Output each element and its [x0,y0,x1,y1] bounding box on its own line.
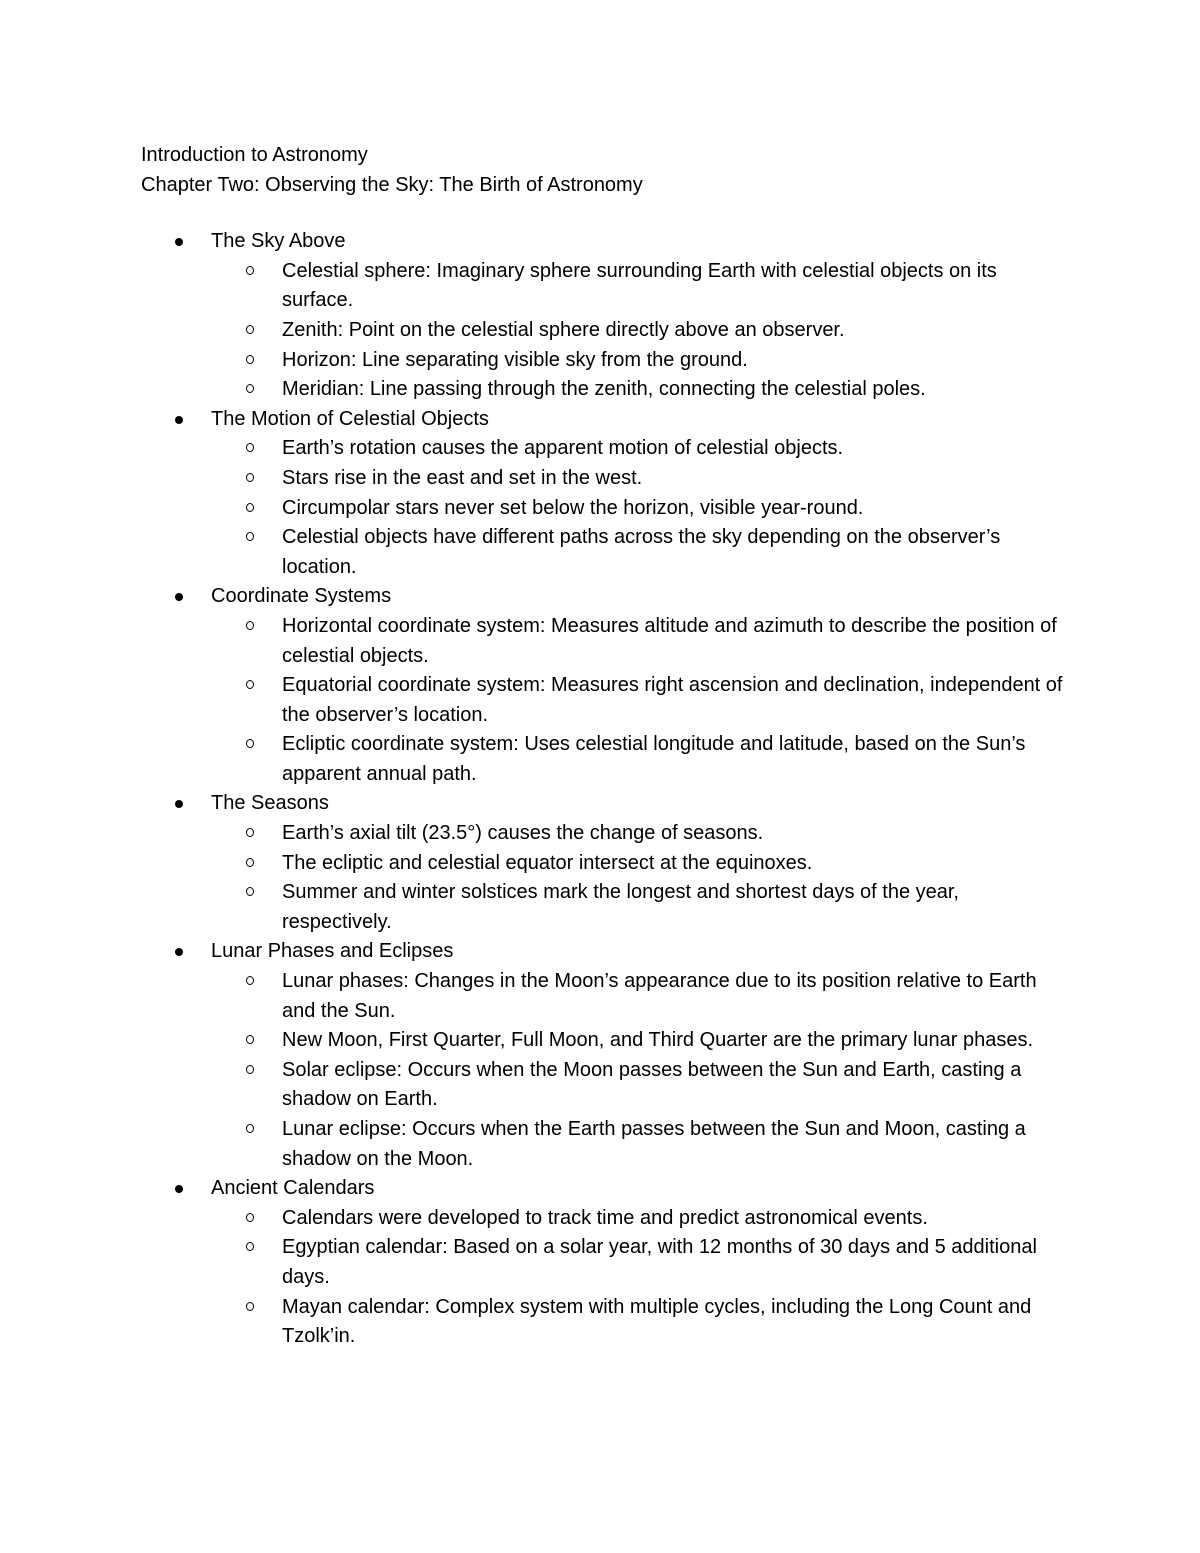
section-title: The Seasons [211,792,329,815]
section-title: The Sky Above [211,230,346,253]
list-item [141,346,1061,376]
point-text: Equatorial coordinate system: Measures right ascension and declination, independent of the observer’s location. [282,674,1063,726]
list-item [141,967,1061,1026]
section-item [141,1174,1061,1352]
list-item [141,434,1061,464]
point-text: Summer and winter solstices mark the longest and shortest days of the year, respectively. [282,881,959,933]
point-text: Egyptian calendar: Based on a solar year, with 12 months of 30 days and 5 additional days. [282,1236,1037,1288]
section-list [141,227,1061,1352]
section-title: The Motion of Celestial Objects [211,407,489,430]
hollow-bullet-icon [246,503,254,512]
point-list [211,1204,1061,1352]
point-text: Earth’s rotation causes the apparent motion of celestial objects. [282,437,844,460]
hollow-bullet-icon [246,325,254,334]
list-item [141,375,1061,405]
hollow-bullet-icon [246,473,254,482]
hollow-bullet-icon [246,1302,254,1311]
filled-bullet-icon [175,416,183,424]
hollow-bullet-icon [246,858,254,867]
document-title: Introduction to Astronomy [141,144,368,166]
spacer [141,200,1061,227]
point-list [211,434,1061,582]
list-item [141,523,1061,582]
point-text: Earth’s axial tilt (23.5°) causes the change of seasons. [282,822,764,845]
section-item [141,789,1061,937]
point-list [211,819,1061,937]
document-content [141,141,1061,1352]
list-item [141,1026,1061,1056]
list-item [141,1115,1061,1174]
list-item [141,878,1061,937]
list-item [141,671,1061,730]
hollow-bullet-icon [246,355,254,364]
section-title: Ancient Calendars [211,1177,375,1200]
hollow-bullet-icon [246,1124,254,1133]
list-item [141,1204,1061,1234]
list-item [141,849,1061,879]
point-text: Stars rise in the east and set in the west. [282,466,643,489]
section-item [141,227,1061,405]
filled-bullet-icon [175,1185,183,1193]
hollow-bullet-icon [246,828,254,837]
hollow-bullet-icon [246,1065,254,1074]
list-item [141,257,1061,316]
list-item [141,316,1061,346]
list-item [141,464,1061,494]
hollow-bullet-icon [246,266,254,275]
point-text: Zenith: Point on the celestial sphere directly above an observer. [282,318,845,341]
list-item [141,819,1061,849]
hollow-bullet-icon [246,976,254,985]
point-text: Horizontal coordinate system: Measures altitude and azimuth to describe the position of celestial objects. [282,614,1057,667]
hollow-bullet-icon [246,621,254,630]
section-title: Lunar Phases and Eclipses [211,940,454,963]
point-text: Celestial objects have different paths across the sky depending on the observer’s location. [282,526,1001,578]
list-item [141,1056,1061,1115]
point-text: Mayan calendar: Complex system with multiple cycles, including the Long Count and Tzolk’in. [282,1295,1032,1348]
point-list [211,257,1061,405]
list-item [141,730,1061,789]
chapter-title: Chapter Two: Observing the Sky: The Birth of Astronomy [141,173,643,196]
filled-bullet-icon [175,948,183,956]
point-list [211,612,1061,790]
hollow-bullet-icon [246,1213,254,1222]
section-item [141,405,1061,583]
list-item [141,1233,1061,1292]
point-text: The ecliptic and celestial equator intersect at the equinoxes. [282,851,813,874]
point-text: Lunar eclipse: Occurs when the Earth passes between the Sun and Moon, casting a shadow on the Moon. [282,1118,1026,1170]
list-item [141,612,1061,671]
list-item [141,1293,1061,1352]
point-list [211,967,1061,1174]
filled-bullet-icon [175,593,183,601]
section-item [141,582,1061,789]
filled-bullet-icon [175,238,183,246]
point-text: Ecliptic coordinate system: Uses celestial longitude and latitude, based on the Sun’s apparent annual path. [282,733,1026,785]
point-text: New Moon, First Quarter, Full Moon, and Third Quarter are the primary lunar phases. [282,1029,1034,1052]
list-item [141,494,1061,524]
point-text: Lunar phases: Changes in the Moon’s appearance due to its position relative to Earth and the Sun. [282,970,1037,1022]
section-item [141,937,1061,1174]
point-text: Circumpolar stars never set below the horizon, visible year-round. [282,496,864,519]
point-text: Horizon: Line separating visible sky from the ground. [282,348,748,371]
point-text: Celestial sphere: Imaginary sphere surrounding Earth with celestial objects on its surface. [282,259,997,312]
point-text: Calendars were developed to track time and predict astronomical events. [282,1206,928,1229]
point-text: Solar eclipse: Occurs when the Moon passes between the Sun and Earth, casting a shadow on Earth. [282,1058,1022,1111]
point-text: Meridian: Line passing through the zenith, connecting the celestial poles. [282,378,926,401]
section-title: Coordinate Systems [211,585,392,608]
filled-bullet-icon [175,800,183,808]
